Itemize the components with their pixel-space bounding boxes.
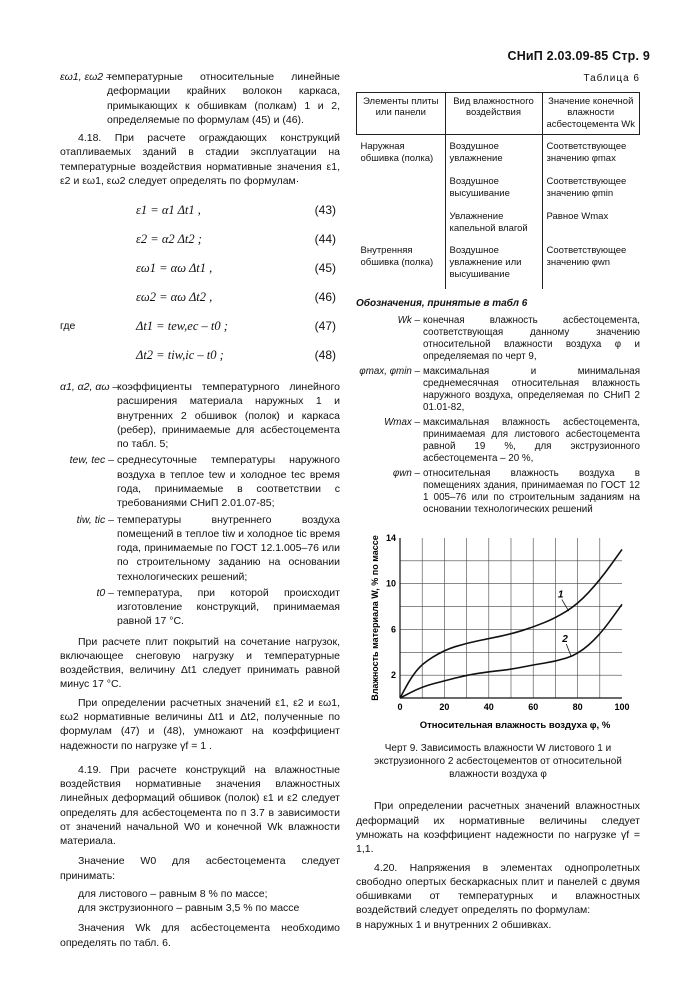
- table-cell: Соответствующее значению φmax: [546, 141, 627, 165]
- legend-text: относительная влажность воздуха в помещениях здания, принимаемая по ГОСТ 12 1 005–76 или по строительным заданиям на основании технологических решений: [423, 467, 640, 516]
- legend-term: φwn –: [392, 467, 420, 479]
- definition-alpha: [60, 380, 340, 451]
- list-item: для экструзионного – равным 3,5 % по массе: [78, 902, 300, 915]
- left-column: [60, 70, 340, 950]
- w0-list: [60, 887, 340, 916]
- table-cell: Воздушное увлажнение: [445, 135, 542, 173]
- legend-item: [356, 417, 640, 466]
- series-label-1: 1: [557, 589, 564, 601]
- x-axis-label: Относительная влажность воздуха φ, %: [419, 720, 611, 732]
- paragraph-4-20-list: в наружных 1 и внутренних 2 обшивках.: [356, 918, 552, 931]
- formula-43: [60, 196, 340, 225]
- definition-term: tew, tec –: [69, 454, 114, 467]
- formula-expression: Δt1 = tew,ec – t0 ;: [136, 319, 228, 334]
- table-header-cell: Элементы плиты или панели: [357, 92, 446, 135]
- y-axis-label: Влажность материала W, % по массе: [370, 535, 380, 702]
- y-tick-label: 14: [385, 533, 396, 544]
- x-tick-label: 100: [614, 702, 630, 713]
- formula-where-label: где: [60, 320, 76, 333]
- table-title: Таблица 6: [583, 73, 640, 84]
- paragraph-calc-values: При определении расчетных значений ε1, ε2 и εω1, εω2 нормативные величины Δt1 и Δt2, полученные по формулам (47) и (48), умножают на коэффициент надежности по нагрузке γf = 1 .: [60, 696, 340, 752]
- formula-number: (43): [314, 203, 336, 218]
- definition-text: температурные относительные линейные деформации крайних волокон каркаса, примыкающих к обшивкам (полкам) 1 и 2, определяемые по формулам (45) и (46).: [107, 71, 340, 126]
- formula-48: [60, 341, 340, 370]
- series-label-leader: [566, 644, 571, 656]
- formula-number: (48): [314, 348, 336, 363]
- table-row: [357, 208, 640, 243]
- formula-number: (47): [314, 319, 336, 334]
- right-column: [356, 70, 640, 932]
- definition-t-indoor: [60, 513, 340, 584]
- legend-term: Wk –: [397, 314, 420, 326]
- table-cell: Внутренняя обшивка (полка): [357, 242, 446, 289]
- formula-45: [60, 254, 340, 283]
- paragraph-calc-humidity: При определении расчетных значений влажностных деформаций их нормативные величины следует умножать на коэффициент надежности по нагрузке γf = 1,1.: [356, 800, 640, 856]
- paragraph-4-20: 4.20. Напряжения в элементах однопролетных свободно опертых бескаркасных плит и панелей с двумя обшивками от температурных и влажностных воздействий следует определять по формулам:: [356, 861, 640, 917]
- formula-number: (44): [314, 232, 336, 247]
- paragraph-wk: Значения Wk для асбестоцемента необходимо определять по табл. 6.: [60, 922, 340, 949]
- table-cell: Соответствующее значению φwn: [546, 245, 627, 269]
- legend-item: [356, 366, 640, 415]
- formula-number: (45): [314, 261, 336, 276]
- chart-9: [356, 528, 640, 738]
- x-tick-label: 20: [439, 702, 450, 713]
- legend-list: [356, 315, 640, 517]
- x-tick-label: 0: [397, 702, 403, 713]
- formula-44: [60, 225, 340, 254]
- chart-caption: Черт 9. Зависимость влажности W листового 1 и экструзионного 2 асбестоцементов от относительной влажности воздуха φ: [374, 743, 622, 781]
- definition-eps: [60, 70, 340, 127]
- paragraph-roof: При расчете плит покрытий на сочетание нагрузок, включающее снеговую нагрузку и температурные воздействия, величину Δt1 следует принимать равной минус 17 °С.: [60, 635, 340, 691]
- table-row: [357, 173, 640, 208]
- definition-term: tiw, tic –: [76, 513, 114, 526]
- y-tick-label: 2: [390, 670, 396, 681]
- legend-term: φmax, φmin –: [359, 365, 420, 377]
- legend-text: максимальная влажность асбестоцемента, принимаемая для листового асбестоцемента равной 19 %, для экструзионного асбестоцемента – 20 %,: [423, 416, 640, 465]
- table-cell: Увлажнение капельной влагой: [445, 208, 542, 243]
- x-tick-label: 60: [528, 702, 539, 713]
- table-cell: [357, 173, 446, 208]
- formula-expression: Δt2 = tiw,ic – t0 ;: [136, 348, 224, 363]
- table-cell: Равное Wmax: [546, 210, 609, 222]
- paragraph-4-19: 4.19. При расчете конструкций на влажностные воздействия нормативные значения влажностных линейных деформаций обшивок (полок) ε1 и ε2 следует определять для асбестоцемента по п 3.7 в зависимости от значений начальной W0 и конечной Wk влажности материала.: [60, 763, 340, 848]
- series-label-2: 2: [562, 634, 568, 646]
- y-tick-label: 10: [385, 579, 396, 590]
- table-cell: [357, 208, 446, 243]
- table-cell: Соответствующее значению φmin: [546, 175, 627, 199]
- formula-block: [60, 196, 340, 370]
- legend-text: максимальная и минимальная среднемесячная относительная влажность наружного воздуха, определяемая по СНиП 2 01.01-82,: [423, 365, 640, 414]
- series-label-leader: [562, 600, 569, 612]
- definition-text: среднесуточные температуры наружного воздуха в теплое tew и холодное tec время года, принимаемые в соответствии с требованиями СНиП 2.01.07-85;: [117, 454, 340, 510]
- table-header-row: [357, 92, 640, 135]
- definition-term: t0 –: [96, 586, 114, 599]
- formula-47: [60, 312, 340, 341]
- definition-text: температуры внутреннего воздуха помещений в теплое tiw и холодное tic время года, принимаемые по ГОСТ 12.1.005–76 или по строительному заданию на основании технологических решений;: [117, 513, 340, 583]
- formula-number: (46): [314, 290, 336, 305]
- table-row: [357, 242, 640, 289]
- formula-expression: εω1 = αω Δt1 ,: [136, 261, 213, 276]
- definition-text: коэффициенты температурного линейного расширения материала наружных 1 и внутренних 2 обшивок (полок) и каркаса (ребер), принимаемые для асбестоцемента по табл. 5;: [117, 381, 340, 451]
- definition-text: температура, при которой происходит изготовление конструкций, принимаемая равной 17 °С.: [117, 586, 340, 628]
- definition-term: α1, α2, αω –: [60, 381, 119, 394]
- chart-svg: [356, 528, 640, 738]
- legend-title: Обозначения, принятые в табл 6: [356, 298, 528, 310]
- legend-term: Wmax –: [384, 416, 420, 428]
- definition-t0: [60, 586, 340, 629]
- formula-46: [60, 283, 340, 312]
- definitions-list: [60, 380, 340, 629]
- legend-item: [356, 468, 640, 517]
- list-item: для листового – равным 8 % по массе;: [78, 887, 268, 900]
- formula-expression: ε2 = α2 Δt2 ;: [136, 232, 202, 247]
- table-cell: Воздушное увлажнение или высушивание: [445, 242, 542, 289]
- paragraph-w0: Значение W0 для асбестоцемента следует принимать:: [60, 855, 340, 882]
- table-6: [356, 92, 640, 290]
- definition-term: εω1, εω2 –: [60, 71, 112, 83]
- table-cell: Наружная обшивка (полка): [357, 135, 446, 173]
- table-cell: Воздушное высушивание: [445, 173, 542, 208]
- table-row: [357, 135, 640, 173]
- legend-item: [356, 315, 640, 364]
- x-tick-label: 40: [483, 702, 494, 713]
- page-header: СНиП 2.03.09-85 Стр. 9: [507, 49, 650, 63]
- table-header-cell: Значение конечной влажности асбестоцемента Wk: [542, 92, 640, 135]
- table-header-cell: Вид влажностного воздействия: [445, 92, 542, 135]
- y-tick-label: 6: [390, 624, 396, 635]
- formula-expression: εω2 = αω Δt2 ,: [136, 290, 213, 305]
- x-tick-label: 80: [572, 702, 583, 713]
- legend-text: конечная влажность асбестоцемента, соответствующая данному значению относительной влажности воздуха φ и определяемая по черт 9,: [423, 314, 640, 363]
- formula-expression: ε1 = α1 Δt1 ,: [136, 203, 201, 218]
- definition-t-outdoor: [60, 453, 340, 510]
- paragraph-4-18: 4.18. При расчете ограждающих конструкций отапливаемых зданий в стадии эксплуатации на температурные воздействия нормативные значения ε1, ε2 и εω1, εω2 следует определять по формулам·: [60, 132, 340, 187]
